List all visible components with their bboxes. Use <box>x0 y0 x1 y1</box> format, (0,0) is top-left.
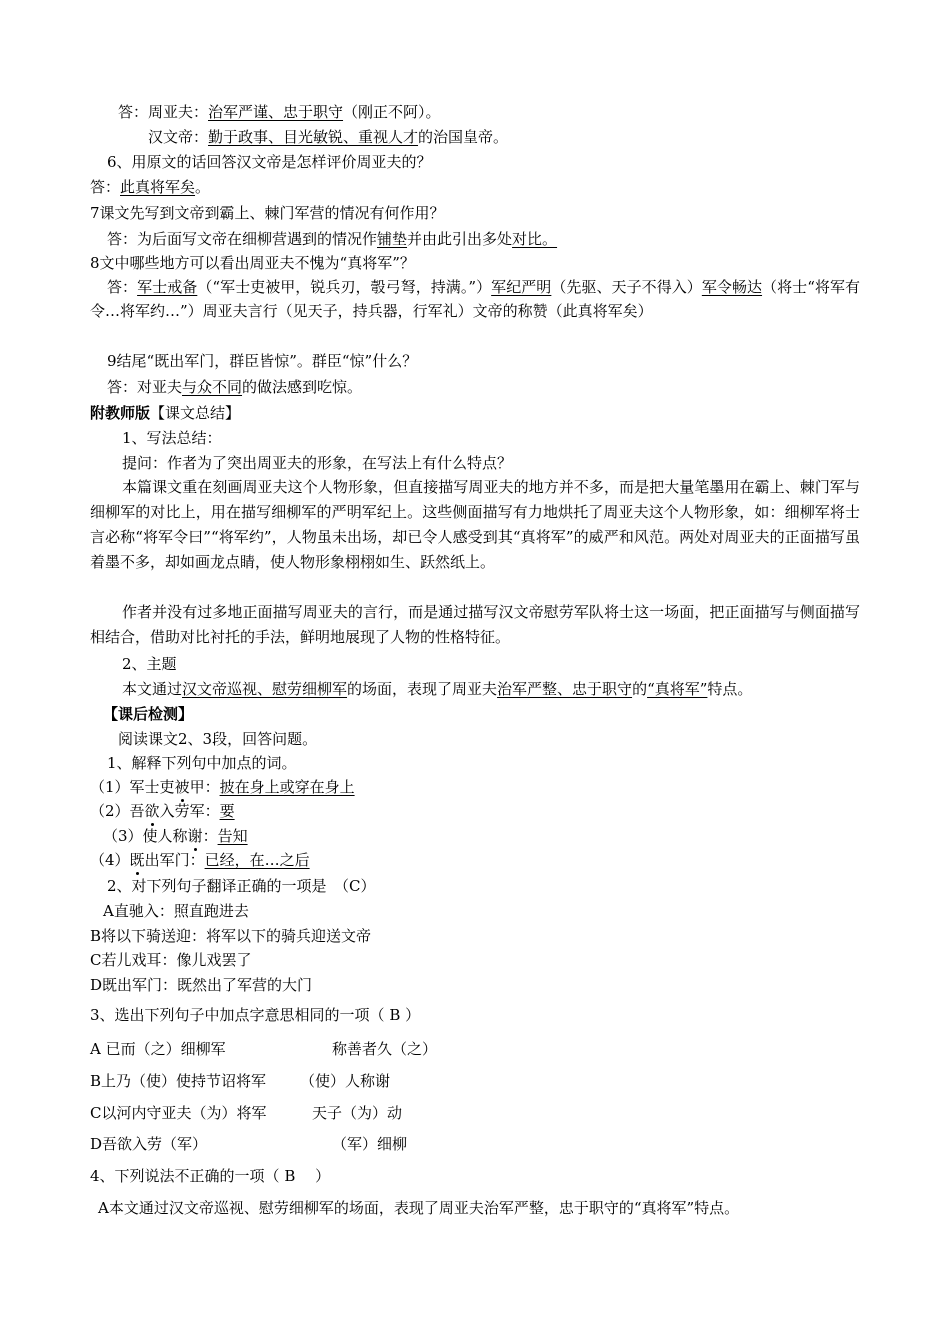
answer-prefix: 答： <box>90 178 121 196</box>
test-q1-item-2 <box>90 801 235 821</box>
item-text: 甲： <box>189 778 220 796</box>
test-q3-row-d-left: D吾欲入劳（军） <box>90 1135 208 1153</box>
item-text: （3）使人称 <box>103 827 188 845</box>
test-q2-option-d: D既出军门：既然出了军营的大门 <box>90 976 313 994</box>
dotted-word: 被 <box>174 778 190 796</box>
item-text: 入劳军： <box>159 802 220 820</box>
summary-heading-bold: 附教师版 <box>90 404 151 422</box>
test-q1-item-3 <box>103 826 248 846</box>
dotted-word: 欲 <box>144 802 160 820</box>
test-intro: 阅读课文2、3段，回答问题。 <box>118 730 318 748</box>
question-7: 7课文先写到文帝到霸上、棘门军营的情况有何作用？ <box>90 204 445 222</box>
answer-underlined: 此真将军矣 <box>120 178 196 196</box>
test-q1-title: 1、解释下列句中加点的词。 <box>107 754 297 772</box>
item-text: ： <box>202 827 218 845</box>
theme-underlined: 汉文帝巡视、慰劳细柳军 <box>182 680 348 698</box>
test-q3-row-c-left: C以河内守亚夫（为）将军 <box>90 1104 267 1122</box>
question-8: 8文中哪些地方可以看出周亚夫不愧为“真将军”？ <box>90 254 415 272</box>
theme-text: 本文通过 <box>122 680 183 698</box>
item-text: 出军门： <box>144 851 205 869</box>
answer-9 <box>107 377 362 397</box>
test-q3-row-a-right: 称善者久（之） <box>332 1040 438 1058</box>
answer-underlined: 铺垫 <box>377 230 408 248</box>
answer-prefix: 答：周亚夫： <box>118 103 209 121</box>
summary-paragraph-1: 本篇课文重在刻画周亚夫这个人物形象，但直接描写周亚夫的地方并不多，而是把大量笔墨用在霸上、棘门军与细柳军的对比上，用在描写细柳军的严明军纪上。这些侧面描写有力地烘托了周亚夫这个人物形象，如：细柳军将士言必称“将军令曰”“将军约”，人物虽未出场，却已令人感受到其“真将军”的威严和风范。两处对周亚夫的正面描写虽着墨不多，却如画龙点睛，使人物形象栩栩如生、跃然纸上。 <box>90 478 860 571</box>
test-q3-row-b-left: B上乃（使）使持节诏将军 <box>90 1072 267 1090</box>
answer-underlined: 与众不同 <box>182 378 243 396</box>
answer-text: （“军士吏被甲，锐兵刃，彀弓弩，持满。”） <box>197 278 492 296</box>
item-text: （2）吾 <box>90 802 145 820</box>
test-q4-title: 4、下列说法不正确的一项（ B ） <box>90 1167 331 1185</box>
answer-rest: 。 <box>195 178 211 196</box>
answer-underlined: 勤于政事、目光敏锐、重视人才 <box>208 128 419 146</box>
answer-6 <box>90 177 210 197</box>
answer-text: 答： <box>107 278 138 296</box>
summary-theme <box>122 679 752 699</box>
theme-underlined: 治军严整、忠于职守 <box>497 680 633 698</box>
answer-underlined: 对比。 <box>512 230 558 248</box>
test-q2-title: 2、对下列句子翻译正确的一项是 （C） <box>107 877 376 895</box>
test-q3-row-a-left: A 已而（之）细柳军 <box>90 1040 226 1058</box>
answer-rest: 的治国皇帝。 <box>418 128 509 146</box>
summary-heading <box>90 403 240 423</box>
test-q2-option-a: A直驰入：照直跑进去 <box>103 902 249 920</box>
summary-section-2-title: 2、主题 <box>122 655 177 673</box>
test-q4-option-a: A本文通过汉文帝巡视、慰劳细柳军的场面，表现了周亚夫治军严整，忠于职守的“真将军”特点。 <box>98 1199 740 1217</box>
item-answer: 已经，在…之后 <box>204 851 310 869</box>
answer-text: 的做法感到吃惊。 <box>242 378 363 396</box>
theme-text: 的 <box>632 680 648 698</box>
test-q3-title: 3、选出下列句子中加点字意思相同的一项（ B ） <box>90 1006 421 1024</box>
answer-underlined: 治军严谨、忠于职守 <box>208 103 344 121</box>
dotted-word: 谢 <box>187 827 203 845</box>
test-heading: 【课后检测】 <box>103 705 194 723</box>
answer-rest: （刚正不阿）。 <box>343 103 441 121</box>
answer-zhou-yafu <box>118 102 441 122</box>
test-q1-item-4 <box>90 850 310 870</box>
theme-underlined: “真将军” <box>647 680 708 698</box>
theme-text: 特点。 <box>707 680 753 698</box>
test-q1-item-1 <box>90 777 355 797</box>
question-9: 9结尾“既出军门，群臣皆惊”。群臣“惊”什么？ <box>107 352 418 370</box>
answer-8 <box>90 275 860 323</box>
test-q3-row-d-right: （军）细柳 <box>332 1135 408 1153</box>
answer-underlined: 军纪严明 <box>491 278 552 296</box>
answer-underlined: 军令畅达 <box>701 278 763 296</box>
summary-paragraph-2: 作者并没有过多地正面描写周亚夫的言行，而是通过描写汉文帝慰劳军队将士这一场面，把正面描写与侧面描写相结合，借助对比衬托的手法，鲜明地展现了人物的性格特征。 <box>90 603 860 646</box>
answer-text: 答：对亚夫 <box>107 378 183 396</box>
summary-question: 提问：作者为了突出周亚夫的形象，在写法上有什么特点？ <box>122 454 513 472</box>
test-q2-option-c: C若儿戏耳：像儿戏罢了 <box>90 951 252 969</box>
item-answer: 告知 <box>217 827 248 845</box>
answer-text: （先驱、天子不得入） <box>551 278 702 296</box>
test-q3-row-b-right: （使）人称谢 <box>300 1072 391 1090</box>
answer-text: 答：为后面写文帝在细柳营遇到的情况作 <box>107 230 378 248</box>
question-6: 6、用原文的话回答汉文帝是怎样评价周亚夫的？ <box>107 153 432 171</box>
item-text: （4） <box>90 851 130 869</box>
item-answer: 披在身上或穿在身上 <box>219 778 355 796</box>
answer-prefix: 汉文帝： <box>148 128 209 146</box>
answer-7 <box>107 229 557 249</box>
test-q2-option-b: B将以下骑送迎：将军以下的骑兵迎送文帝 <box>90 927 372 945</box>
dotted-word: 既 <box>129 851 145 869</box>
answer-text: （将士“将军有令…将军约…”）周亚夫言行（见天子，持兵器，行军礼）文帝的称赞（此真将军矣） <box>90 278 860 320</box>
answer-text: 并由此引出多处 <box>407 230 513 248</box>
item-text: （1）军士吏 <box>90 778 175 796</box>
summary-heading-rest: 【课文总结】 <box>150 404 241 422</box>
theme-text: 的场面，表现了周亚夫 <box>347 680 498 698</box>
summary-section-1-title: 1、写法总结： <box>122 429 222 447</box>
item-answer: 要 <box>219 802 235 820</box>
answer-han-wendi <box>148 127 508 147</box>
answer-underlined: 军士戒备 <box>137 278 198 296</box>
test-q3-row-c-right: 天子（为）动 <box>312 1104 403 1122</box>
